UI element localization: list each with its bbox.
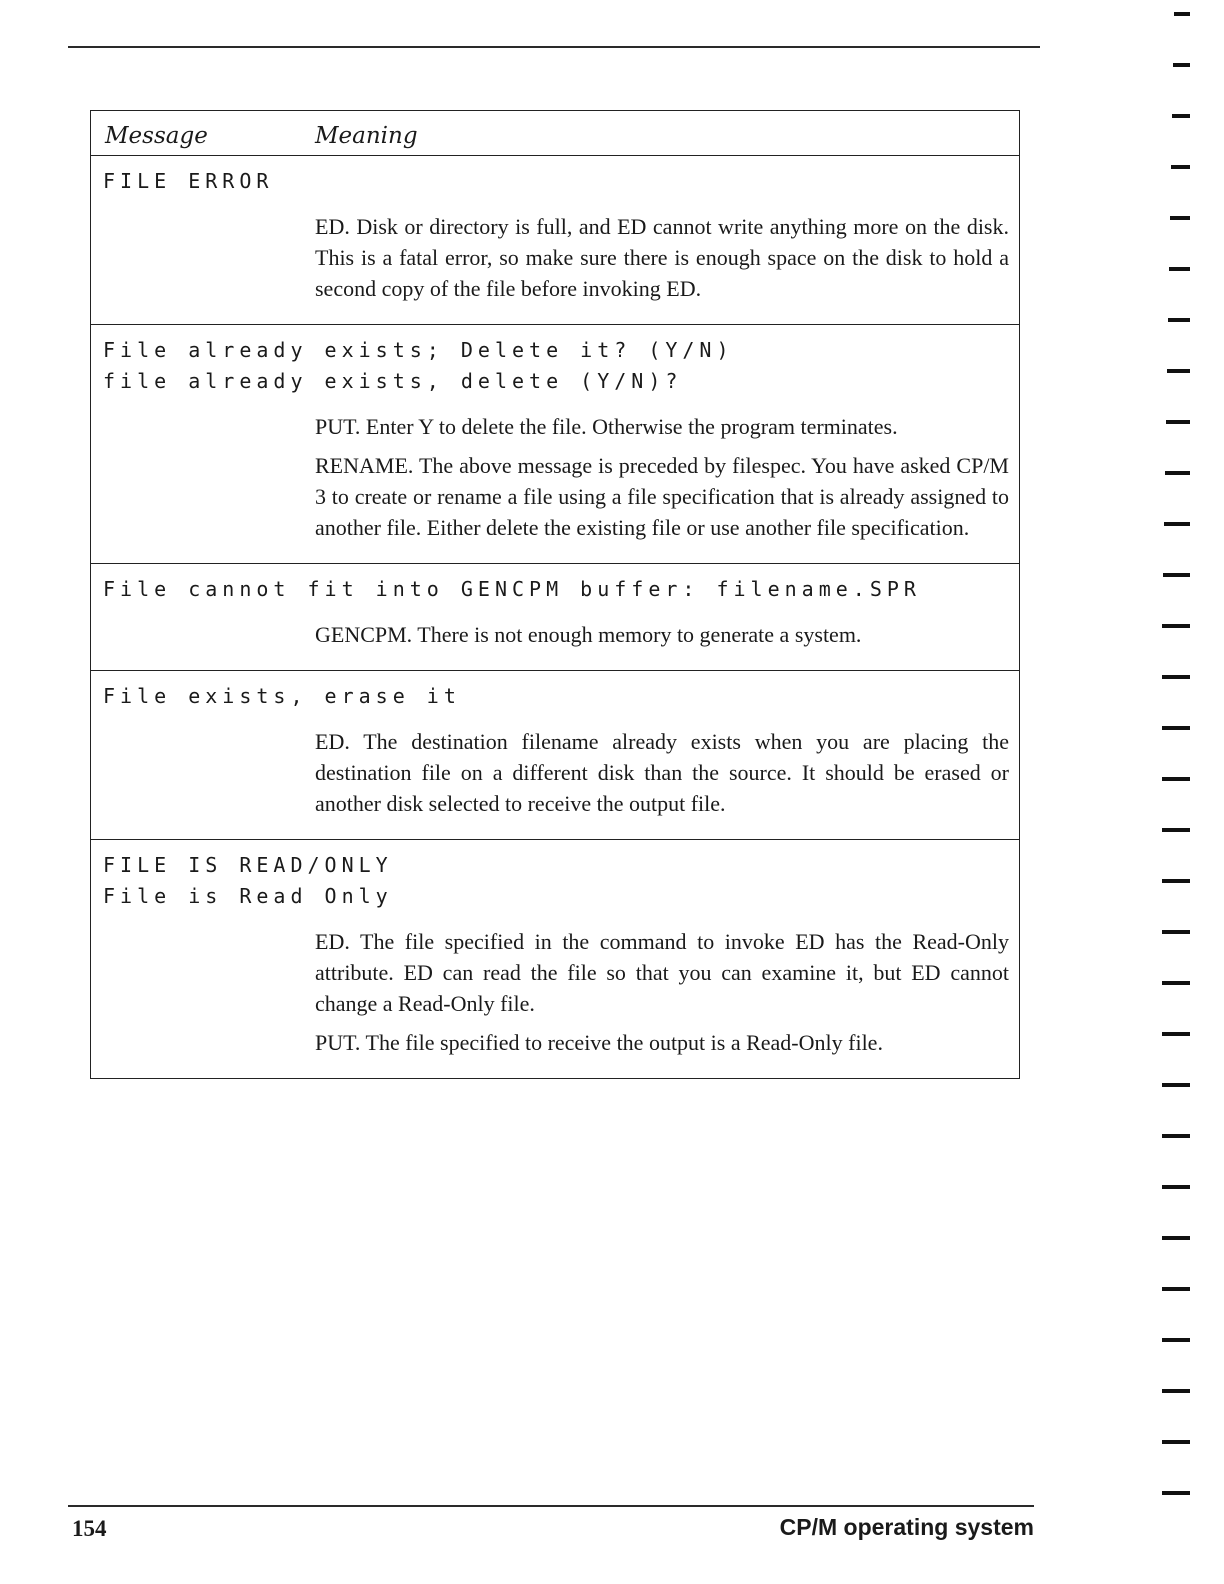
edge-mark	[1164, 522, 1190, 526]
edge-mark	[1162, 879, 1190, 883]
edge-mark	[1165, 471, 1190, 475]
header-message: Message	[105, 123, 208, 149]
edge-mark	[1162, 1236, 1190, 1240]
edge-mark	[1162, 1083, 1190, 1087]
meaning-text: PUT. Enter Y to delete the file. Otherwise the program terminates.	[315, 414, 898, 439]
edge-mark	[1162, 777, 1190, 781]
edge-mark	[1162, 1389, 1190, 1393]
meaning-text: ED. Disk or directory is full, and ED cannot write anything more on the disk. This is a fatal error, so make sure there is enough space on the disk to hold a second copy of the file before invoking ED.	[315, 214, 1009, 301]
edge-mark	[1162, 1491, 1190, 1495]
edge-mark	[1169, 267, 1190, 271]
edge-mark	[1162, 981, 1190, 985]
edge-mark	[1174, 12, 1190, 16]
page-number: 154	[72, 1516, 107, 1541]
bottom-rule	[68, 1505, 1034, 1507]
message-text: File exists, erase it	[103, 684, 461, 708]
footer-title: CP/M operating system	[779, 1514, 1034, 1540]
edge-mark	[1162, 1032, 1190, 1036]
meaning-text: PUT. The file specified to receive the output is a Read-Only file.	[315, 1030, 883, 1055]
edge-mark	[1162, 1185, 1190, 1189]
edge-mark	[1166, 420, 1190, 424]
edge-mark	[1162, 828, 1190, 832]
edge-mark	[1162, 624, 1190, 628]
table-row	[91, 840, 1019, 1078]
edge-mark	[1163, 573, 1190, 577]
table-row	[91, 156, 1019, 325]
edge-mark	[1173, 63, 1190, 67]
message-text: file already exists, delete (Y/N)?	[103, 369, 683, 393]
header-meaning: Meaning	[315, 123, 418, 149]
message-text: FILE ERROR	[103, 169, 274, 193]
meaning-text: ED. The file specified in the command to invoke ED has the Read-Only attribute. ED can read the file so that you can examine it, but ED cannot change a Read-Only file.	[315, 929, 1009, 1016]
meaning-text: GENCPM. There is not enough memory to generate a system.	[315, 622, 862, 647]
message-text: File cannot fit into GENCPM buffer: filename.SPR	[103, 577, 921, 601]
table-row	[91, 671, 1019, 840]
edge-mark	[1172, 114, 1190, 118]
edge-mark	[1171, 165, 1190, 169]
edge-mark	[1168, 318, 1190, 322]
meaning-text: RENAME. The above message is preceded by filespec. You have asked CP/M 3 to create or rename a file using a file specification that is already assigned to another file. Either delete the existing file or use another file specification.	[315, 453, 1009, 540]
table-row	[91, 564, 1019, 671]
edge-mark	[1162, 1440, 1190, 1444]
edge-mark	[1170, 216, 1190, 220]
message-text: File already exists; Delete it? (Y/N)	[103, 338, 734, 362]
edge-mark	[1162, 1287, 1190, 1291]
edge-mark	[1162, 675, 1190, 679]
edge-mark	[1162, 726, 1190, 730]
edge-mark	[1162, 1134, 1190, 1138]
edge-mark	[1162, 930, 1190, 934]
top-rule	[68, 46, 1040, 48]
edge-mark	[1162, 1338, 1190, 1342]
table-header	[91, 111, 1019, 156]
message-text: FILE IS READ/ONLY	[103, 853, 393, 877]
edge-mark	[1167, 369, 1190, 373]
message-text: File is Read Only	[103, 884, 393, 908]
error-message-table	[90, 110, 1020, 1079]
page-edge-marks	[1150, 0, 1180, 1584]
meaning-text: ED. The destination filename already exists when you are placing the destination file on a different disk than the source. It should be erased or another disk selected to receive the output file.	[315, 729, 1009, 816]
table-row	[91, 325, 1019, 564]
